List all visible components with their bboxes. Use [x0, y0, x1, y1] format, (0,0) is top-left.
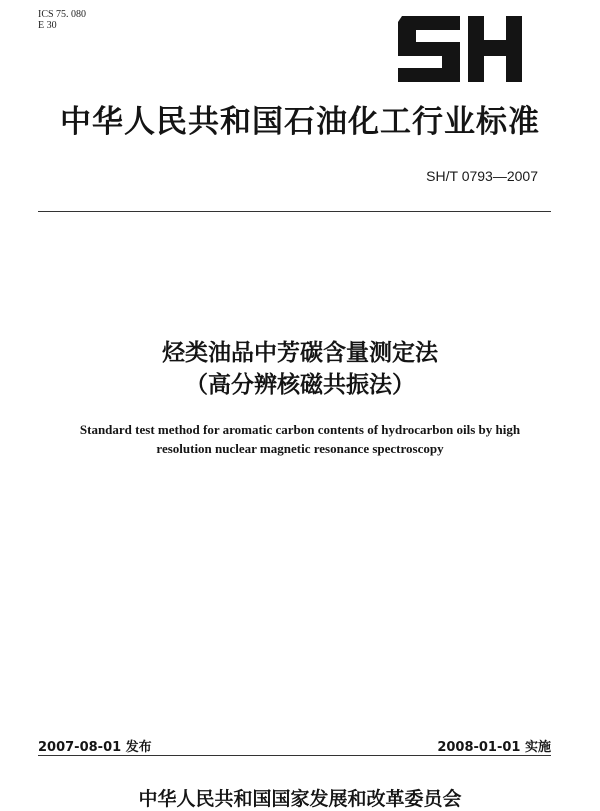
english-title-line1: Standard test method for aromatic carbon contents of hydrocarbon oils by high	[79, 422, 521, 437]
ics-code: ICS 75. 080	[38, 9, 87, 20]
english-title	[30, 420, 570, 458]
logo-letter-h	[468, 16, 522, 82]
chinese-title-line1: 烃类油品中芳碳含量测定法	[162, 340, 438, 366]
sh-logo	[398, 16, 524, 82]
standard-number: SH/T 0793—2007	[426, 168, 538, 184]
category-code: E 30	[38, 20, 57, 31]
sh-logo-graphic	[398, 16, 524, 82]
publisher: 中华人民共和国国家发展和改革委员会	[138, 788, 462, 810]
issue-date: 2007-08-01 发布	[38, 740, 152, 755]
chinese-title-line2: （高分辨核磁共振法）	[185, 372, 415, 398]
industry-standard-title: 中华人民共和国石油化工行业标准	[60, 104, 540, 140]
english-title-line2: resolution nuclear magnetic resonance spectroscopy	[156, 441, 444, 456]
implementation-date: 2008-01-01 实施	[437, 740, 551, 755]
bottom-divider	[38, 755, 551, 756]
top-divider	[38, 211, 551, 212]
logo-letter-s	[398, 16, 460, 82]
classification-codes	[38, 9, 86, 31]
